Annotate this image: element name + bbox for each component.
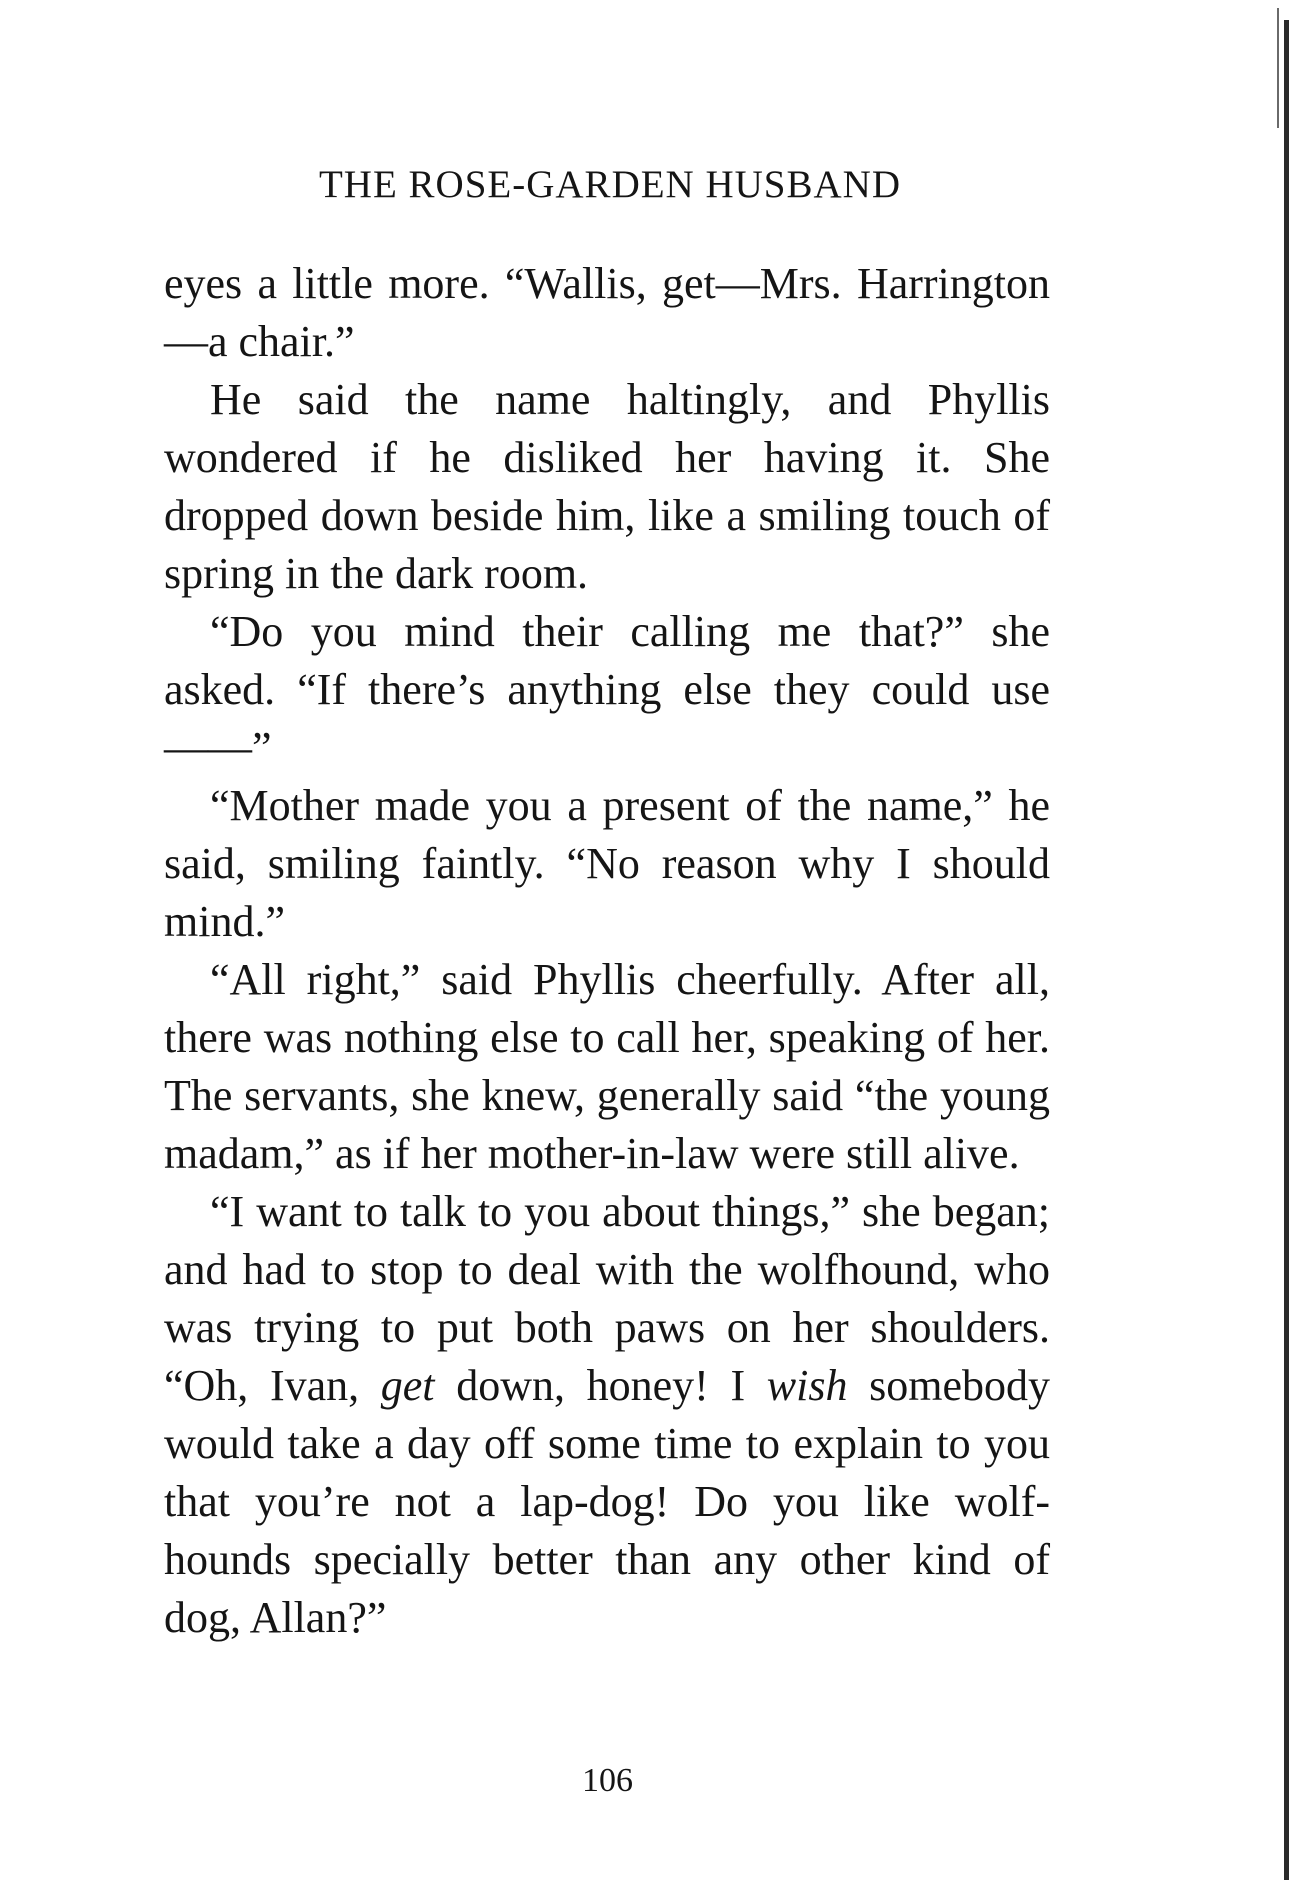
- paragraph-6-part-3: somebody would take a day off some time to explain to you that you’re not a lap-dog! Do you like wolf-hounds specially better than any other kind of dog, Allan?”: [164, 1361, 1050, 1642]
- paragraph-6: [164, 1183, 1050, 1647]
- paragraph-4: “Mother made you a present of the name,” he said, smiling faintly. “No reason why I should mind.”: [164, 781, 1050, 946]
- paragraph-6-part-1: “I want to talk to you about things,” she began; and had to stop to deal with the wolfhound, who was trying to put both paws on her shoulders. “Oh, Ivan,: [164, 1187, 1050, 1410]
- page-edge-line: [1284, 20, 1289, 1880]
- paragraph-3: “Do you mind their calling me that?” she asked. “If there’s anything else they could use——”: [164, 607, 1050, 772]
- running-head: THE ROSE-GARDEN HUSBAND: [318, 163, 901, 206]
- paragraph-2: He said the name haltingly, and Phyllis wondered if he disliked her having it. She dropped down beside him, like a smiling touch of spring in the dark room.: [164, 375, 1050, 598]
- body-text: [164, 255, 1050, 1647]
- emphasis-wish: wish: [766, 1361, 848, 1410]
- page-edge-thin-line: [1277, 8, 1279, 128]
- page-number: 106: [582, 1762, 633, 1799]
- paragraph-6-part-2: down, honey! I: [434, 1361, 767, 1410]
- paragraph-1: eyes a little more. “Wallis, get—Mrs. Harrington—a chair.”: [164, 259, 1050, 366]
- emphasis-get: get: [380, 1361, 435, 1410]
- paragraph-5: “All right,” said Phyllis cheerfully. After all, there was nothing else to call her, speaking of her. The servants, she knew, generally said “the young madam,” as if her mother-in-law were still alive.: [164, 955, 1050, 1178]
